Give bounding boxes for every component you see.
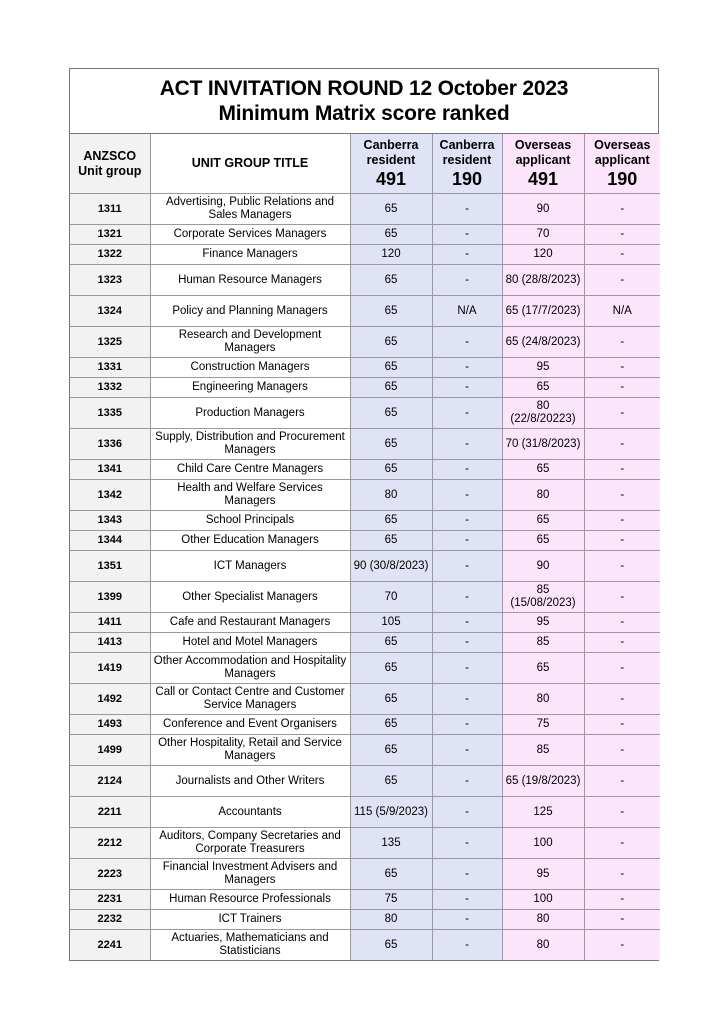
cell-overseas-491: 80	[502, 480, 584, 511]
cell-code: 1323	[70, 265, 150, 296]
table-row	[70, 480, 660, 511]
cell-canberra-491: 65	[350, 358, 432, 378]
cell-overseas-190: N/A	[584, 296, 660, 327]
cell-code: 2223	[70, 859, 150, 890]
cell-overseas-190: -	[584, 633, 660, 653]
cell-overseas-190: -	[584, 613, 660, 633]
cell-canberra-190: -	[432, 398, 502, 429]
cell-canberra-190: N/A	[432, 296, 502, 327]
cell-title: Journalists and Other Writers	[150, 766, 350, 797]
cell-code: 2124	[70, 766, 150, 797]
cell-overseas-190: -	[584, 766, 660, 797]
cell-canberra-190: -	[432, 378, 502, 398]
table-row	[70, 225, 660, 245]
table-row	[70, 828, 660, 859]
cell-canberra-190: -	[432, 429, 502, 460]
table-row	[70, 245, 660, 265]
cell-overseas-190: -	[584, 890, 660, 910]
cell-overseas-491: 90	[502, 551, 584, 582]
cell-title: Other Specialist Managers	[150, 582, 350, 613]
table-row	[70, 930, 660, 961]
cell-title: Policy and Planning Managers	[150, 296, 350, 327]
cell-canberra-491: 65	[350, 735, 432, 766]
cell-canberra-491: 65	[350, 684, 432, 715]
cell-canberra-190: -	[432, 225, 502, 245]
cell-canberra-190: -	[432, 828, 502, 859]
cell-title: Corporate Services Managers	[150, 225, 350, 245]
cell-canberra-190: -	[432, 194, 502, 225]
table-row	[70, 715, 660, 735]
cell-title: Financial Investment Advisers and Managers	[150, 859, 350, 890]
cell-canberra-491: 65	[350, 633, 432, 653]
cell-overseas-491: 65	[502, 531, 584, 551]
cell-overseas-190: -	[584, 797, 660, 828]
table-row	[70, 766, 660, 797]
cell-code: 1342	[70, 480, 150, 511]
cell-canberra-491: 65	[350, 225, 432, 245]
table-row	[70, 582, 660, 613]
table-row	[70, 551, 660, 582]
cell-overseas-190: -	[584, 531, 660, 551]
cell-overseas-491: 65	[502, 653, 584, 684]
cell-canberra-491: 120	[350, 245, 432, 265]
cell-code: 2212	[70, 828, 150, 859]
table-row	[70, 910, 660, 930]
cell-title: Other Hospitality, Retail and Service Managers	[150, 735, 350, 766]
cell-overseas-190: -	[584, 225, 660, 245]
header-overseas-190-label: Overseas applicant	[594, 137, 651, 167]
cell-overseas-491: 80	[502, 684, 584, 715]
table-row	[70, 890, 660, 910]
table-row	[70, 511, 660, 531]
table-row	[70, 633, 660, 653]
cell-canberra-491: 65	[350, 715, 432, 735]
cell-overseas-491: 65	[502, 511, 584, 531]
cell-overseas-491: 65	[502, 378, 584, 398]
cell-code: 1311	[70, 194, 150, 225]
cell-canberra-491: 65	[350, 296, 432, 327]
cell-canberra-190: -	[432, 511, 502, 531]
table-row	[70, 684, 660, 715]
cell-canberra-491: 135	[350, 828, 432, 859]
title-block	[70, 69, 658, 134]
table-row	[70, 429, 660, 460]
cell-overseas-190: -	[584, 194, 660, 225]
cell-canberra-491: 65	[350, 398, 432, 429]
cell-canberra-190: -	[432, 358, 502, 378]
cell-overseas-190: -	[584, 910, 660, 930]
table-row	[70, 378, 660, 398]
cell-code: 2241	[70, 930, 150, 961]
cell-code: 1325	[70, 327, 150, 358]
cell-overseas-190: -	[584, 460, 660, 480]
cell-overseas-190: -	[584, 582, 660, 613]
cell-overseas-190: -	[584, 358, 660, 378]
cell-code: 1332	[70, 378, 150, 398]
cell-overseas-491: 65 (19/8/2023)	[502, 766, 584, 797]
cell-code: 1493	[70, 715, 150, 735]
cell-overseas-491: 95	[502, 358, 584, 378]
cell-canberra-190: -	[432, 245, 502, 265]
cell-overseas-190: -	[584, 930, 660, 961]
cell-overseas-491: 75	[502, 715, 584, 735]
cell-overseas-491: 100	[502, 890, 584, 910]
cell-code: 1499	[70, 735, 150, 766]
cell-canberra-190: -	[432, 930, 502, 961]
cell-canberra-190: -	[432, 551, 502, 582]
cell-code: 1321	[70, 225, 150, 245]
header-canberra-491-num: 491	[375, 168, 407, 189]
cell-canberra-491: 65	[350, 327, 432, 358]
cell-canberra-190: -	[432, 653, 502, 684]
cell-canberra-491: 65	[350, 859, 432, 890]
header-overseas-190-num: 190	[607, 168, 638, 189]
table-row	[70, 265, 660, 296]
cell-code: 1351	[70, 551, 150, 582]
cell-overseas-491: 95	[502, 613, 584, 633]
cell-canberra-190: -	[432, 735, 502, 766]
cell-canberra-190: -	[432, 582, 502, 613]
cell-canberra-491: 65	[350, 653, 432, 684]
cell-canberra-190: -	[432, 859, 502, 890]
table-body	[70, 194, 660, 961]
cell-title: Health and Welfare Services Managers	[150, 480, 350, 511]
cell-overseas-190: -	[584, 653, 660, 684]
cell-canberra-491: 65	[350, 194, 432, 225]
cell-overseas-491: 70 (31/8/2023)	[502, 429, 584, 460]
cell-overseas-491: 125	[502, 797, 584, 828]
cell-title: Supply, Distribution and Procurement Managers	[150, 429, 350, 460]
cell-canberra-491: 65	[350, 531, 432, 551]
title-line-2: Minimum Matrix score ranked	[218, 102, 510, 125]
cell-code: 1419	[70, 653, 150, 684]
cell-canberra-190: -	[432, 613, 502, 633]
cell-title: Other Accommodation and Hospitality Managers	[150, 653, 350, 684]
cell-overseas-190: -	[584, 715, 660, 735]
cell-code: 2211	[70, 797, 150, 828]
cell-canberra-491: 80	[350, 480, 432, 511]
cell-canberra-491: 65	[350, 930, 432, 961]
cell-title: Human Resource Managers	[150, 265, 350, 296]
cell-code: 1343	[70, 511, 150, 531]
cell-title: Other Education Managers	[150, 531, 350, 551]
cell-overseas-491: 65	[502, 460, 584, 480]
cell-code: 1341	[70, 460, 150, 480]
cell-overseas-491: 100	[502, 828, 584, 859]
header-canberra-190-label: Canberra resident	[439, 137, 495, 167]
cell-canberra-190: -	[432, 480, 502, 511]
cell-canberra-190: -	[432, 327, 502, 358]
cell-overseas-190: -	[584, 429, 660, 460]
cell-overseas-491: 85 (15/08/2023)	[502, 582, 584, 613]
cell-overseas-491: 80 (28/8/2023)	[502, 265, 584, 296]
cell-canberra-491: 65	[350, 265, 432, 296]
cell-overseas-190: -	[584, 327, 660, 358]
cell-canberra-190: -	[432, 460, 502, 480]
table-row	[70, 735, 660, 766]
cell-canberra-190: -	[432, 890, 502, 910]
cell-code: 1492	[70, 684, 150, 715]
header-canberra-491-label: Canberra resident	[363, 137, 419, 167]
cell-overseas-491: 80	[502, 910, 584, 930]
cell-title: Construction Managers	[150, 358, 350, 378]
cell-code: 1399	[70, 582, 150, 613]
document-frame	[69, 68, 659, 961]
cell-overseas-491: 95	[502, 859, 584, 890]
cell-title: Finance Managers	[150, 245, 350, 265]
cell-code: 1322	[70, 245, 150, 265]
cell-canberra-491: 65	[350, 378, 432, 398]
cell-title: Production Managers	[150, 398, 350, 429]
cell-canberra-190: -	[432, 797, 502, 828]
header-canberra-190	[432, 134, 502, 194]
cell-overseas-491: 85	[502, 735, 584, 766]
cell-overseas-491: 65 (17/7/2023)	[502, 296, 584, 327]
cell-code: 2232	[70, 910, 150, 930]
header-title: UNIT GROUP TITLE	[150, 134, 350, 194]
cell-overseas-190: -	[584, 378, 660, 398]
cell-title: Engineering Managers	[150, 378, 350, 398]
cell-overseas-190: -	[584, 480, 660, 511]
table-row	[70, 613, 660, 633]
cell-canberra-491: 75	[350, 890, 432, 910]
header-overseas-491	[502, 134, 584, 194]
header-overseas-190	[584, 134, 660, 194]
cell-overseas-491: 80 (22/8/20223)	[502, 398, 584, 429]
cell-title: Child Care Centre Managers	[150, 460, 350, 480]
table-row	[70, 398, 660, 429]
cell-canberra-491: 90 (30/8/2023)	[350, 551, 432, 582]
cell-code: 1411	[70, 613, 150, 633]
cell-canberra-190: -	[432, 766, 502, 797]
cell-code: 1335	[70, 398, 150, 429]
cell-canberra-491: 115 (5/9/2023)	[350, 797, 432, 828]
score-table	[70, 134, 660, 960]
cell-canberra-190: -	[432, 633, 502, 653]
cell-title: School Principals	[150, 511, 350, 531]
cell-canberra-190: -	[432, 265, 502, 296]
cell-code: 1344	[70, 531, 150, 551]
table-row	[70, 296, 660, 327]
header-overseas-491-num: 491	[527, 168, 559, 189]
cell-canberra-491: 105	[350, 613, 432, 633]
title-line-1: ACT INVITATION ROUND 12 October 2023	[159, 77, 569, 100]
header-canberra-491	[350, 134, 432, 194]
header-row	[70, 134, 660, 194]
table-row	[70, 460, 660, 480]
cell-canberra-190: -	[432, 910, 502, 930]
cell-overseas-491: 70	[502, 225, 584, 245]
cell-title: Human Resource Professionals	[150, 890, 350, 910]
cell-title: ICT Trainers	[150, 910, 350, 930]
cell-overseas-190: -	[584, 245, 660, 265]
cell-code: 2231	[70, 890, 150, 910]
table-row	[70, 531, 660, 551]
cell-title: Conference and Event Organisers	[150, 715, 350, 735]
table-row	[70, 327, 660, 358]
cell-title: Research and Development Managers	[150, 327, 350, 358]
cell-overseas-190: -	[584, 735, 660, 766]
cell-overseas-491: 80	[502, 930, 584, 961]
cell-overseas-190: -	[584, 859, 660, 890]
cell-title: Actuaries, Mathematicians and Statisticians	[150, 930, 350, 961]
cell-title: Hotel and Motel Managers	[150, 633, 350, 653]
cell-overseas-190: -	[584, 684, 660, 715]
cell-canberra-491: 70	[350, 582, 432, 613]
header-canberra-190-num: 190	[451, 168, 483, 189]
cell-title: ICT Managers	[150, 551, 350, 582]
cell-overseas-491: 85	[502, 633, 584, 653]
cell-overseas-190: -	[584, 511, 660, 531]
cell-canberra-491: 80	[350, 910, 432, 930]
cell-canberra-190: -	[432, 684, 502, 715]
table-row	[70, 194, 660, 225]
cell-title: Advertising, Public Relations and Sales Managers	[150, 194, 350, 225]
cell-canberra-491: 65	[350, 766, 432, 797]
cell-canberra-491: 65	[350, 511, 432, 531]
cell-code: 1331	[70, 358, 150, 378]
cell-overseas-190: -	[584, 551, 660, 582]
cell-title: Call or Contact Centre and Customer Service Managers	[150, 684, 350, 715]
cell-canberra-491: 65	[350, 460, 432, 480]
cell-title: Accountants	[150, 797, 350, 828]
cell-code: 1336	[70, 429, 150, 460]
header-overseas-491-label: Overseas applicant	[514, 137, 572, 167]
cell-canberra-491: 65	[350, 429, 432, 460]
cell-overseas-190: -	[584, 828, 660, 859]
cell-overseas-491: 120	[502, 245, 584, 265]
table-row	[70, 653, 660, 684]
table-row	[70, 797, 660, 828]
cell-overseas-491: 90	[502, 194, 584, 225]
cell-title: Auditors, Company Secretaries and Corporate Treasurers	[150, 828, 350, 859]
cell-canberra-190: -	[432, 531, 502, 551]
cell-overseas-190: -	[584, 398, 660, 429]
cell-code: 1413	[70, 633, 150, 653]
table-row	[70, 358, 660, 378]
cell-overseas-190: -	[584, 265, 660, 296]
header-code: ANZSCO Unit group	[70, 134, 150, 194]
cell-code: 1324	[70, 296, 150, 327]
table-row	[70, 859, 660, 890]
cell-title: Cafe and Restaurant Managers	[150, 613, 350, 633]
cell-overseas-491: 65 (24/8/2023)	[502, 327, 584, 358]
cell-canberra-190: -	[432, 715, 502, 735]
